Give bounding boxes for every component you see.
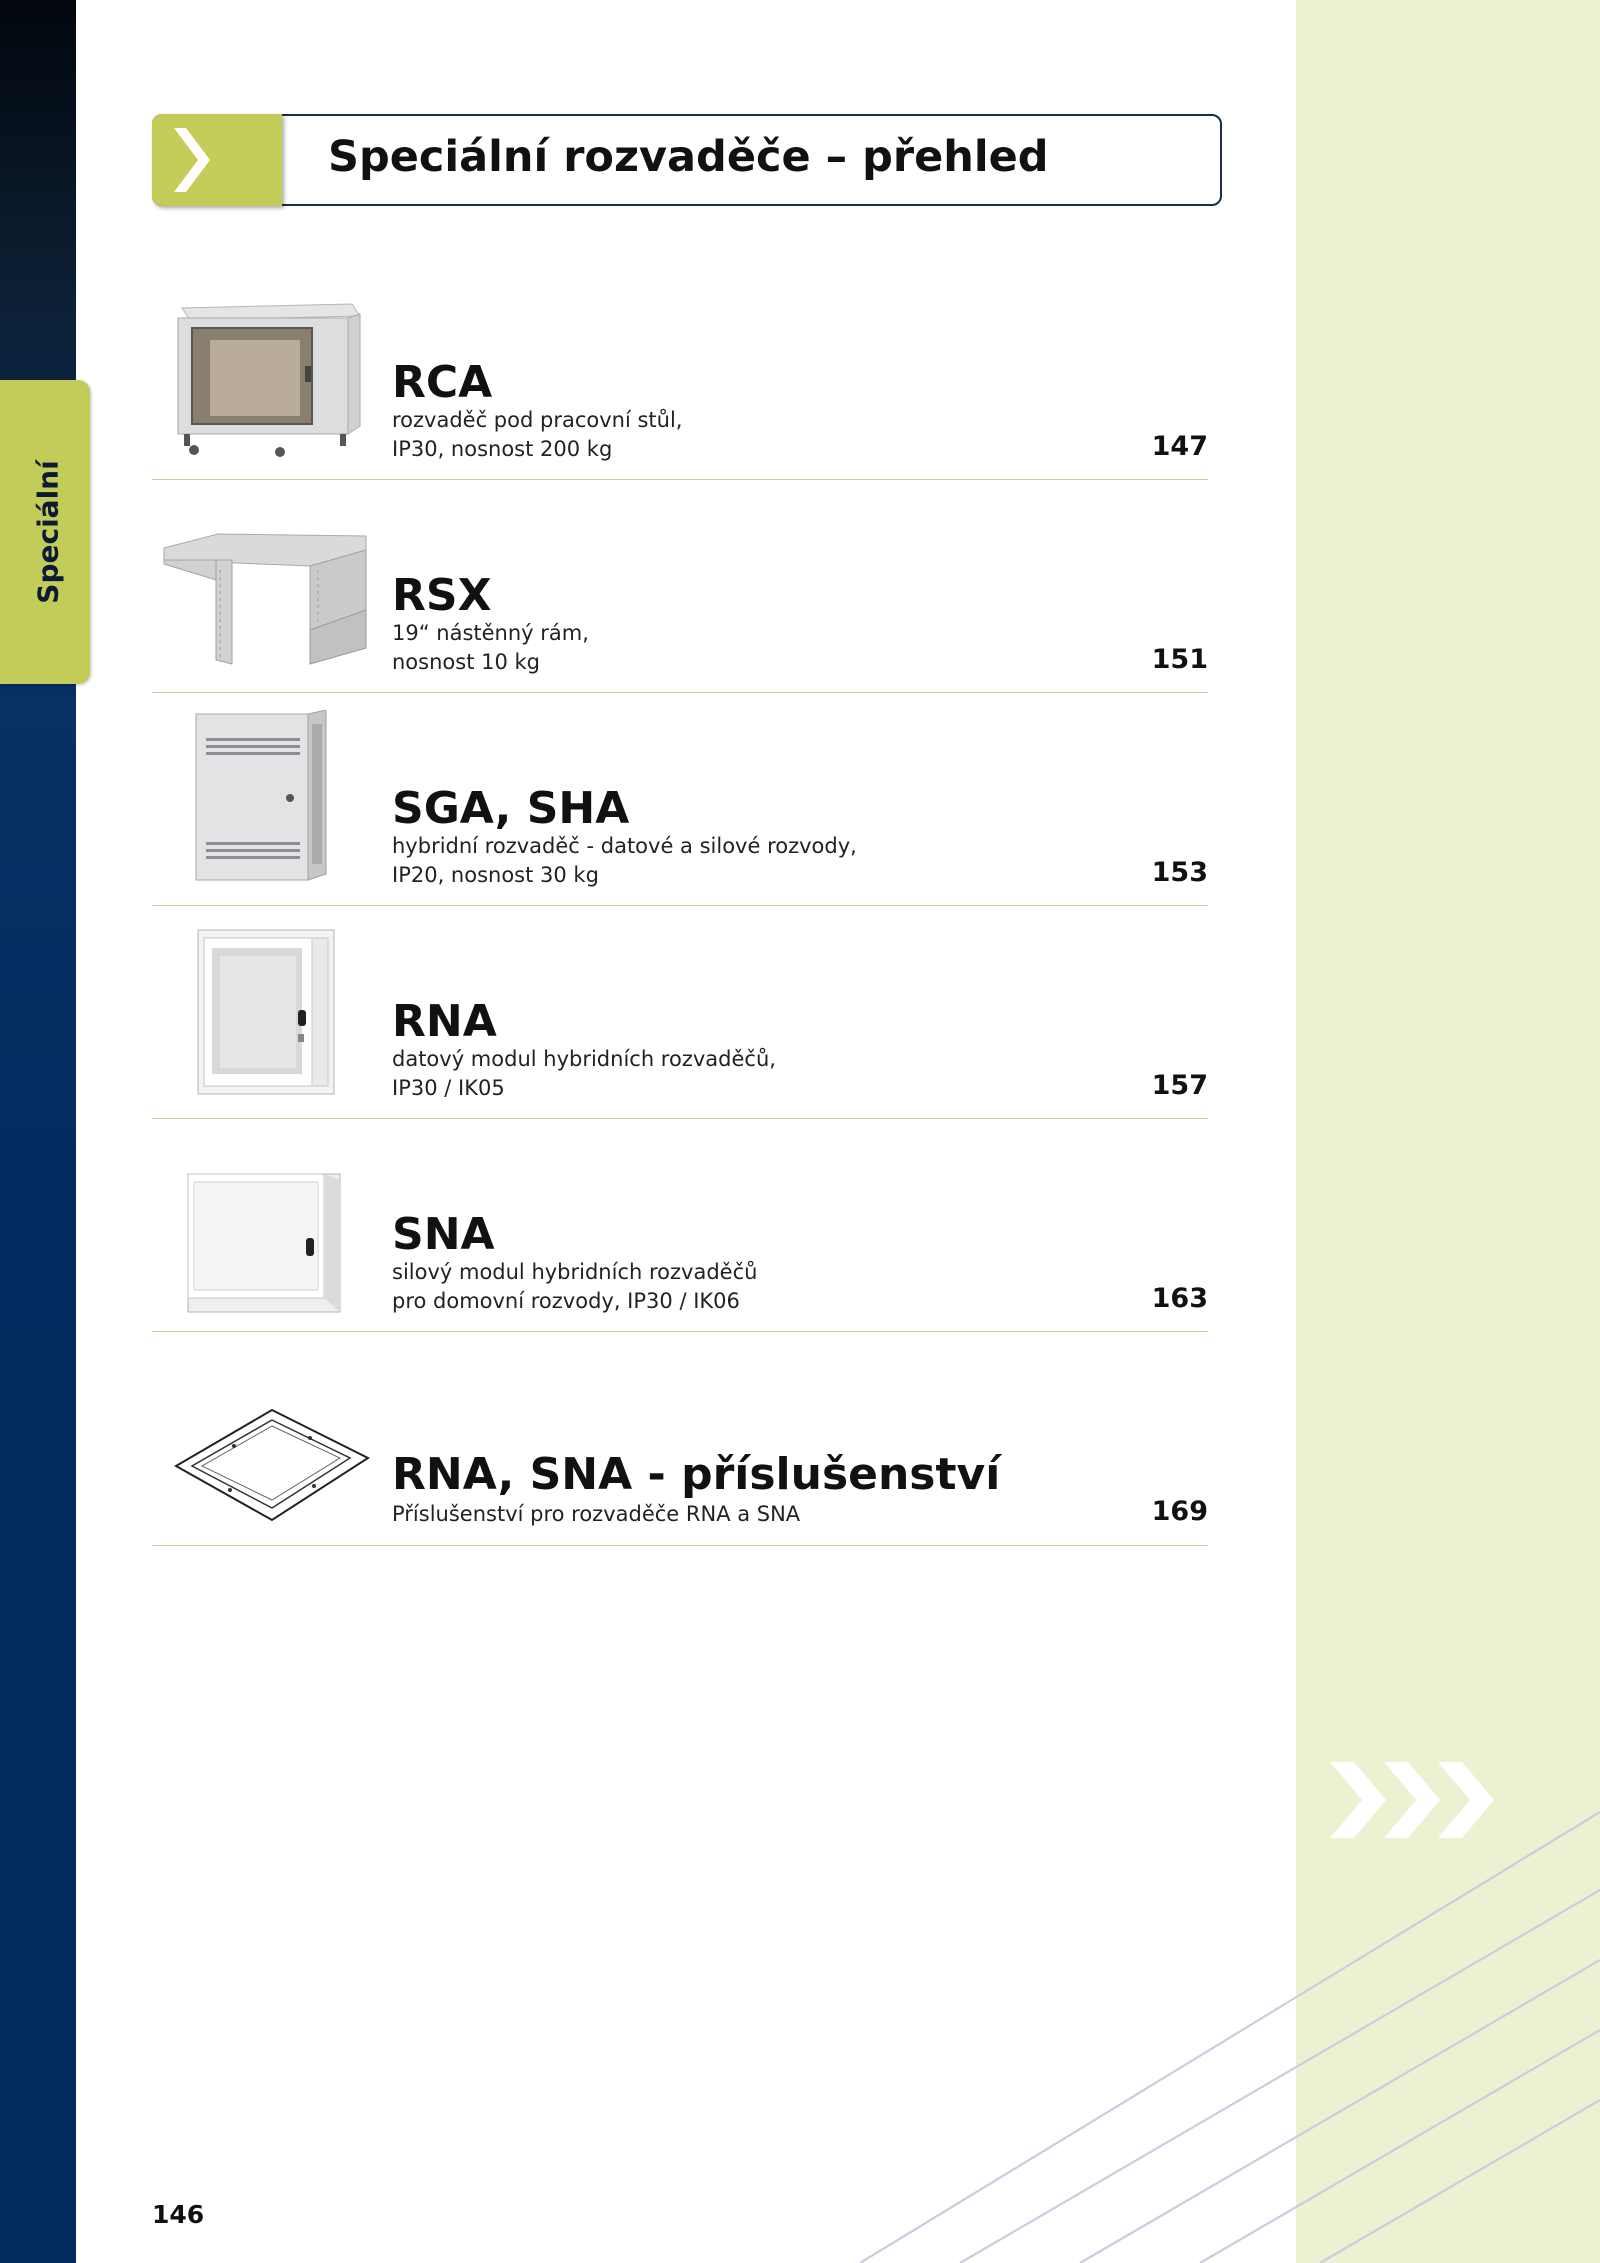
header-arrow-box bbox=[152, 114, 282, 206]
row-divider bbox=[152, 1118, 1208, 1119]
product-description: rozvaděč pod pracovní stůl, bbox=[392, 408, 683, 432]
floor-cabinet-icon bbox=[170, 296, 370, 462]
side-tab-label: Speciální bbox=[31, 460, 65, 604]
left-navy-bar bbox=[0, 0, 76, 2263]
right-decor-panel bbox=[1296, 0, 1600, 2263]
row-divider bbox=[152, 905, 1208, 906]
product-description: pro domovní rozvody, IP30 / IK06 bbox=[392, 1289, 740, 1313]
product-description: silový modul hybridních rozvaděčů bbox=[392, 1260, 758, 1284]
product-description: Příslušenství pro rozvaděče RNA a SNA bbox=[392, 1502, 801, 1526]
row-divider bbox=[152, 1331, 1208, 1332]
product-page-number[interactable]: 147 bbox=[1151, 431, 1208, 462]
frame-accessory-icon bbox=[174, 1408, 370, 1522]
wall-frame-icon bbox=[160, 530, 372, 670]
hybrid-cabinet-icon bbox=[192, 710, 332, 884]
product-page-number[interactable]: 157 bbox=[1151, 1070, 1208, 1101]
product-page-number[interactable]: 151 bbox=[1151, 644, 1208, 675]
product-description: IP20, nosnost 30 kg bbox=[392, 863, 599, 887]
product-description: datový modul hybridních rozvaděčů, bbox=[392, 1047, 776, 1071]
product-thumbnail bbox=[170, 296, 370, 462]
page-title: Speciální rozvaděče – přehled bbox=[328, 132, 1049, 182]
product-thumbnail bbox=[194, 924, 342, 1098]
page-number: 146 bbox=[152, 2200, 205, 2229]
product-name: RCA bbox=[392, 357, 493, 408]
product-name: SGA, SHA bbox=[392, 783, 630, 834]
product-name: RNA, SNA - příslušenství bbox=[392, 1449, 1001, 1500]
product-thumbnail bbox=[184, 1168, 344, 1316]
product-page-number[interactable]: 169 bbox=[1151, 1496, 1208, 1527]
product-page-number[interactable]: 163 bbox=[1151, 1283, 1208, 1314]
product-thumbnail bbox=[192, 710, 332, 884]
product-thumbnail bbox=[160, 530, 372, 670]
row-divider bbox=[152, 1545, 1208, 1546]
product-description: IP30, nosnost 200 kg bbox=[392, 437, 613, 461]
product-page-number[interactable]: 153 bbox=[1151, 857, 1208, 888]
data-module-icon bbox=[194, 924, 342, 1098]
product-description: hybridní rozvaděč - datové a silové rozvody, bbox=[392, 834, 857, 858]
row-divider bbox=[152, 692, 1208, 693]
product-description: nosnost 10 kg bbox=[392, 650, 540, 674]
product-name: RSX bbox=[392, 570, 492, 621]
product-name: RNA bbox=[392, 996, 497, 1047]
product-description: IP30 / IK05 bbox=[392, 1076, 505, 1100]
chevron-right-icon bbox=[152, 114, 282, 206]
product-thumbnail bbox=[174, 1408, 370, 1522]
row-divider bbox=[152, 479, 1208, 480]
product-description: 19“ nástěnný rám, bbox=[392, 621, 589, 645]
power-module-icon bbox=[184, 1168, 344, 1316]
product-name: SNA bbox=[392, 1209, 495, 1260]
